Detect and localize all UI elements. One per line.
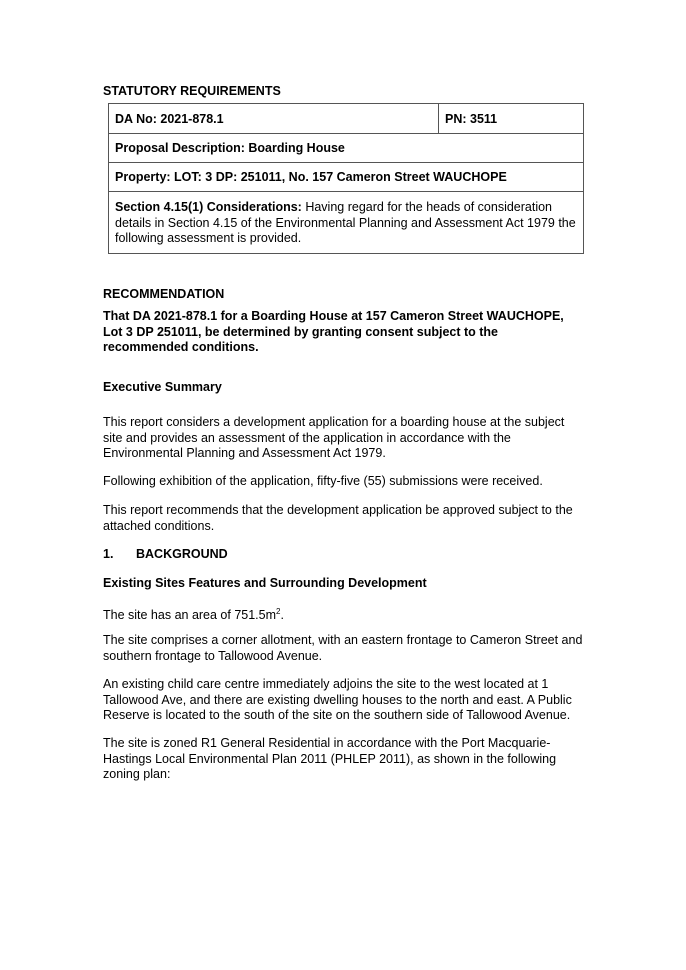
executive-summary-paragraph-1: This report considers a development application for a boarding house at the subject site and provides an assessment of the application in accordance with the Environmental Planning and Assessment Act 1979. [103,415,565,460]
executive-summary-paragraph-3: This report recommends that the development application be approved subject to the attached conditions. [103,503,573,533]
existing-site-subheading: Existing Sites Features and Surrounding Development [103,576,427,590]
da-number-cell: DA No: 2021-878.1 [109,104,439,134]
considerations-cell [109,192,584,254]
background-paragraph-4: The site is zoned R1 General Residential in accordance with the Port Macquarie-Hastings Local Environmental Plan 2011 (PHLEP 2011), as shown in the following zoning plan: [103,736,557,781]
superscript: 2 [276,607,281,616]
considerations-label: Section 4.15(1) Considerations: [115,200,302,214]
statutory-requirements-table [108,103,584,254]
site-area-text [103,604,284,624]
recommendation-text: That DA 2021-878.1 for a Boarding House at 157 Cameron Street WAUCHOPE, Lot 3 DP 251011, be determined by granting consent subject to the recommended conditions. [103,309,564,354]
proposal-description-cell: Proposal Description: Boarding House [109,134,584,163]
property-cell: Property: LOT: 3 DP: 251011, No. 157 Cameron Street WAUCHOPE [109,163,584,192]
executive-summary-paragraph-2: Following exhibition of the application, fifty-five (55) submissions were received. [103,474,543,488]
recommendation-heading: RECOMMENDATION [103,287,225,301]
executive-summary-heading: Executive Summary [103,380,222,394]
site-area-period: . [280,608,284,623]
section-number: 1. [103,547,114,561]
background-paragraph-3: An existing child care centre immediately adjoins the site to the west located at 1 Tallowood Ave, and there are existing dwelling houses to the north and east. A Public Reserve is located to the south of the site on the southern side of Tallowood Avenue. [103,677,572,722]
background-paragraph-2: The site comprises a corner allotment, with an eastern frontage to Cameron Street and southern frontage to Tallowood Avenue. [103,633,583,663]
section-heading: STATUTORY REQUIREMENTS [103,84,281,98]
site-area-value: The site has an area of 751.5m [103,608,277,623]
background-heading: BACKGROUND [136,547,228,561]
considerations-text: Having regard for the heads of consideration details in Section 4.15 of the Environmental Planning and Assessment Act 1979 the following assessment is provided. [115,200,576,245]
pn-cell: PN: 3511 [439,104,584,134]
